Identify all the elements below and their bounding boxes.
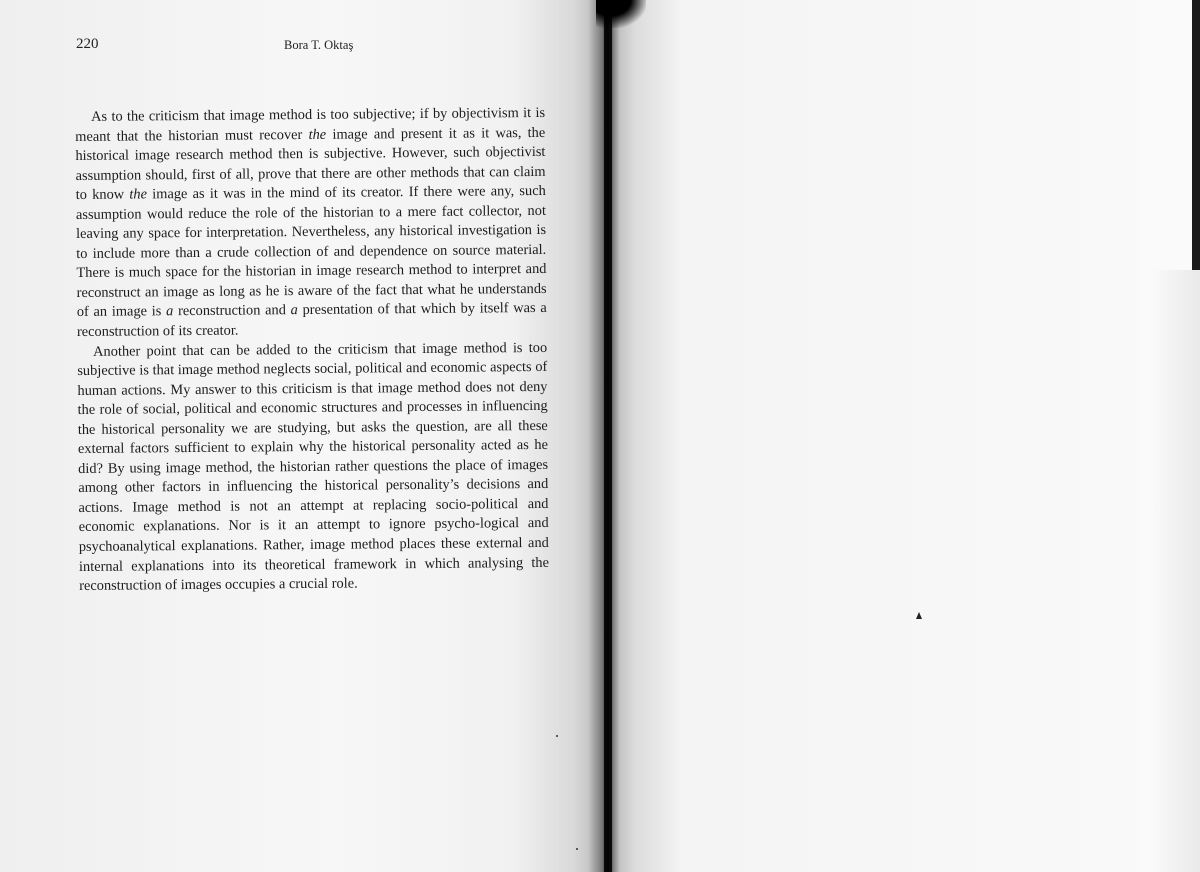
bleed-through-text xyxy=(78,590,548,850)
page-number: 220 xyxy=(76,36,99,52)
page-edge xyxy=(1192,0,1200,270)
speck-dot xyxy=(576,848,578,850)
spine-shadow xyxy=(596,0,646,28)
paragraph-1: As to the criticism that image method is too subjective; if by objectivism it is meant that the historian must recover the image and present it as it was, the historical image research method then is subjective. However, such objectivist assumption should, first of all, prove that there are other methods that can claim to know the image as it was in the mind of its creator. If there were any, such assumption would reduce the role of the historian to a mere fact collector, not leaving any space for interpretation. Nevertheless, any historical investigation is to include more than a crude collection of and dependence on source material. There is much space for the historian in image research method to interpret and reconstruct an image as long as he is aware of the fact that what he understands of an image is a reconstruction and a presentation of that which by itself was a reconstruction of its creator. xyxy=(75,104,547,341)
book-gutter xyxy=(588,0,620,872)
running-head: Bora T. Oktaş xyxy=(284,38,354,52)
body-text xyxy=(75,104,549,597)
paragraph-2: Another point that can be added to the criticism that image method is too subjective is that image method neglects social, political and economic aspects of human actions. My answer to this criticism is that image method does not deny the role of social, political and economic structures and processes in influencing the historical personality we are studying, but asks the question, are all these external factors sufficient to explain why the historical personality acted as he did? By using image method, the historian rather questions the place of images among other factors in influencing the historical personality’s decisions and actions. Image method is not an attempt at replacing socio-political and economic explanations. Nor is it an attempt to ignore psycho-logical and psychoanalytical explanations. Rather, image method places these external and internal explanations into its theoretical framework in which analysing the reconstruction of images occupies a crucial role. xyxy=(77,339,550,595)
speck-mark xyxy=(916,612,922,619)
speck-dot xyxy=(556,735,558,737)
right-page-shade xyxy=(612,270,1200,872)
right-page xyxy=(612,0,1200,872)
